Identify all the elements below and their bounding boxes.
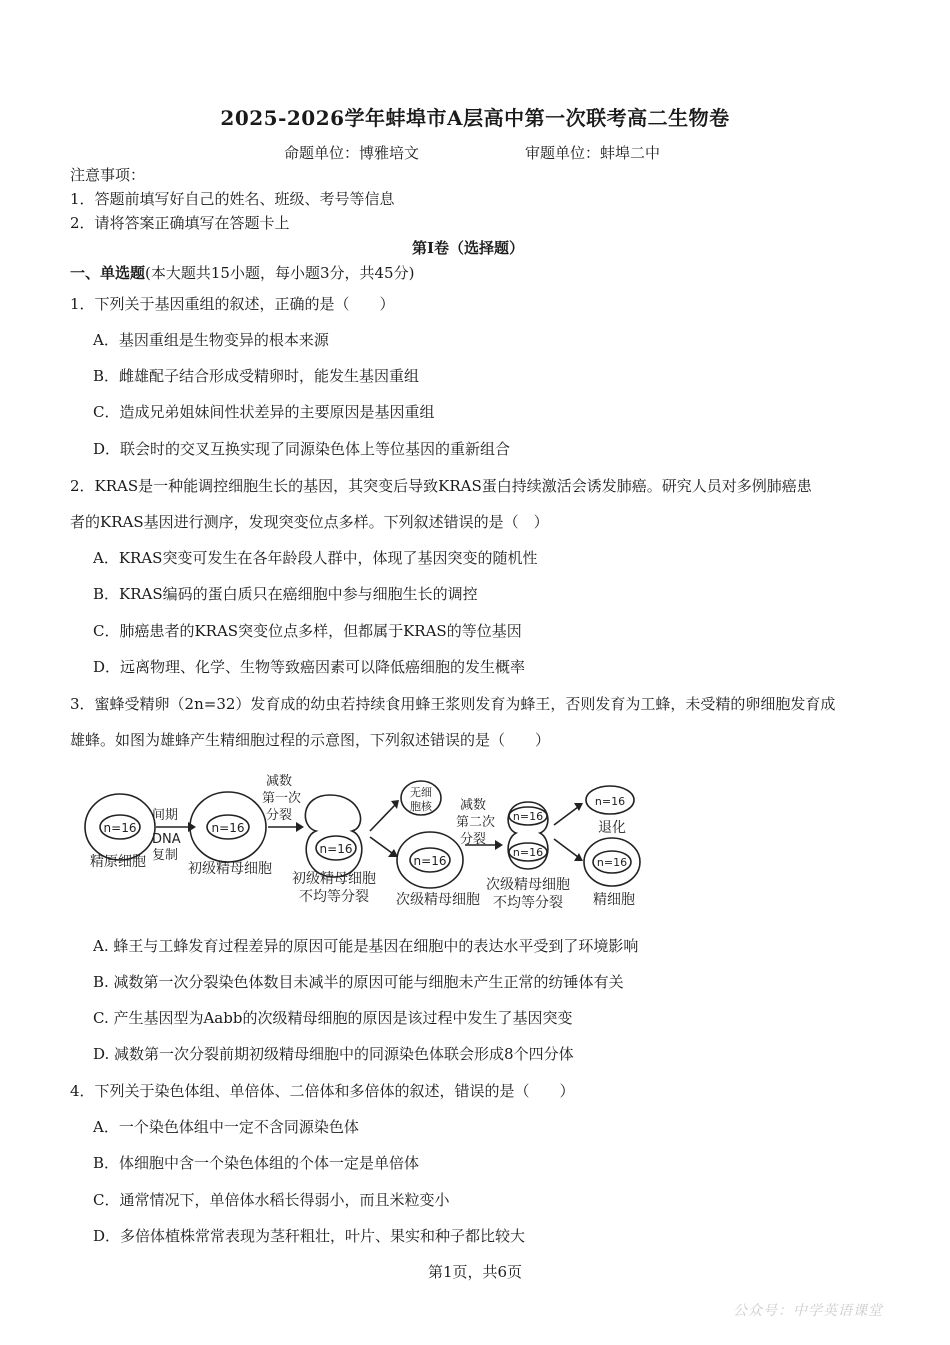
cell-label: 不均等分裂 [299, 889, 369, 905]
question-stem: 者的KRAS基因进行测序，发现突变位点多样。下列叙述错误的是（ ） [70, 513, 549, 531]
section-label: 一、单选题 [70, 264, 146, 282]
nucleus-label: n=16 [594, 795, 626, 808]
arrow-label: 复制 [152, 848, 179, 863]
cell-label: 无细 [410, 786, 432, 799]
question-option: C．造成兄弟姐妹间性状差异的主要原因是基因重组 [93, 403, 435, 421]
page-footer: 第1页，共6页 [427, 1263, 523, 1281]
question-stem: 3．蜜蜂受精卵（2n=32）发育成的幼虫若持续食用蜂王浆则发育为蜂王，否则发育为工蜂，未受精的卵细胞发育成 [70, 695, 836, 713]
question-option: C. 产生基因型为Aabb的次级精母细胞的原因是该过程中发生了基因突变 [93, 1009, 573, 1027]
cell-label: 次级精母细胞 [486, 877, 570, 893]
arrow-label: 分裂 [460, 832, 487, 847]
section-info: (本大题共15小题，每小题3分，共45分) [145, 264, 415, 282]
arrow-icon [495, 840, 503, 850]
arrow-label: 间期 [152, 808, 179, 823]
cell-label: 退化 [598, 820, 626, 836]
reviewer-unit: 审题单位：蚌埠二中 [525, 144, 661, 162]
question-option: A．一个染色体组中一定不含同源染色体 [93, 1118, 359, 1136]
question-option: D. 减数第一次分裂前期初级精母细胞中的同源染色体联会形成8个四分体 [93, 1045, 574, 1063]
proposer-unit: 命题单位：博雅培文 [284, 144, 420, 162]
spermatogenesis-diagram [80, 765, 660, 915]
section-header [70, 262, 414, 284]
question-option: A．KRAS突变可发生在各年龄段人群中，体现了基因突变的随机性 [93, 549, 538, 567]
arrow-label: 减数 [460, 798, 487, 813]
nucleus-label: n=16 [413, 854, 447, 868]
cell-label: 精细胞 [593, 892, 635, 908]
cell-label: 精原细胞 [90, 854, 146, 870]
cell-label: 初级精母细胞 [292, 871, 376, 887]
question-option: B．体细胞中含一个染色体组的个体一定是单倍体 [93, 1154, 420, 1172]
nucleus-label: n=16 [512, 846, 544, 859]
question-stem: 雄蜂。如图为雄蜂产生精细胞过程的示意图，下列叙述错误的是（ ） [70, 731, 551, 749]
arrow-icon [296, 822, 304, 832]
nucleus-label: n=16 [103, 821, 137, 835]
notice-item: 2．请将答案正确填写在答题卡上 [70, 214, 290, 232]
notice-heading: 注意事项： [70, 166, 146, 184]
cell-label: 胞核 [410, 800, 432, 813]
notice-item: 1．答题前填写好自己的姓名、班级、考号等信息 [70, 190, 395, 208]
exam-title: 2025-2026学年蚌埠市A层高中第一次联考高二生物卷 [220, 106, 730, 130]
cell-label: 不均等分裂 [493, 895, 563, 911]
nucleus-label: n=16 [596, 856, 628, 869]
question-option: B．KRAS编码的蛋白质只在癌细胞中参与细胞生长的调控 [93, 585, 478, 603]
nucleus-label: n=16 [319, 842, 353, 856]
cell-label: 次级精母细胞 [396, 892, 480, 908]
question-option: B. 减数第一次分裂染色体数目未减半的原因可能与细胞未产生正常的纺锤体有关 [93, 973, 624, 991]
question-stem: 4．下列关于染色体组、单倍体、二倍体和多倍体的叙述，错误的是（ ） [70, 1082, 575, 1100]
question-stem: 2．KRAS是一种能调控细胞生长的基因，其突变后导致KRAS蛋白持续激活会诱发肺癌。研究人员对多例肺癌患 [70, 477, 812, 495]
question-stem: 1．下列关于基因重组的叙述，正确的是（ ） [70, 295, 395, 313]
question-option: A．基因重组是生物变异的根本来源 [93, 331, 329, 349]
question-option: B．雌雄配子结合形成受精卵时，能发生基因重组 [93, 367, 420, 385]
question-option: D．远离物理、化学、生物等致癌因素可以降低癌细胞的发生概率 [93, 658, 526, 676]
watermark: 公众号：中学英语课堂 [733, 1303, 883, 1319]
cell-label: 初级精母细胞 [188, 861, 272, 877]
question-option: A. 蜂王与工蜂发育过程差异的原因可能是基因在细胞中的表达水平受到了环境影响 [93, 937, 639, 955]
question-option: C．肺癌患者的KRAS突变位点多样，但都属于KRAS的等位基因 [93, 622, 522, 640]
question-option: C．通常情况下，单倍体水稻长得弱小，而且米粒变小 [93, 1191, 450, 1209]
arrow-label: 第一次 [262, 791, 302, 806]
arrow-label: DNA [152, 832, 181, 847]
part-title: 第Ⅰ卷（选择题） [412, 239, 525, 257]
arrow-label: 第二次 [456, 815, 496, 830]
arrow-label: 减数 [266, 774, 293, 789]
nucleus-label: n=16 [211, 821, 245, 835]
arrow-label: 分裂 [266, 808, 293, 823]
nucleus-label: n=16 [512, 810, 544, 823]
question-option: D．联会时的交叉互换实现了同源染色体上等位基因的重新组合 [93, 440, 511, 458]
question-option: D．多倍体植株常常表现为茎秆粗壮，叶片、果实和种子都比较大 [93, 1227, 526, 1245]
